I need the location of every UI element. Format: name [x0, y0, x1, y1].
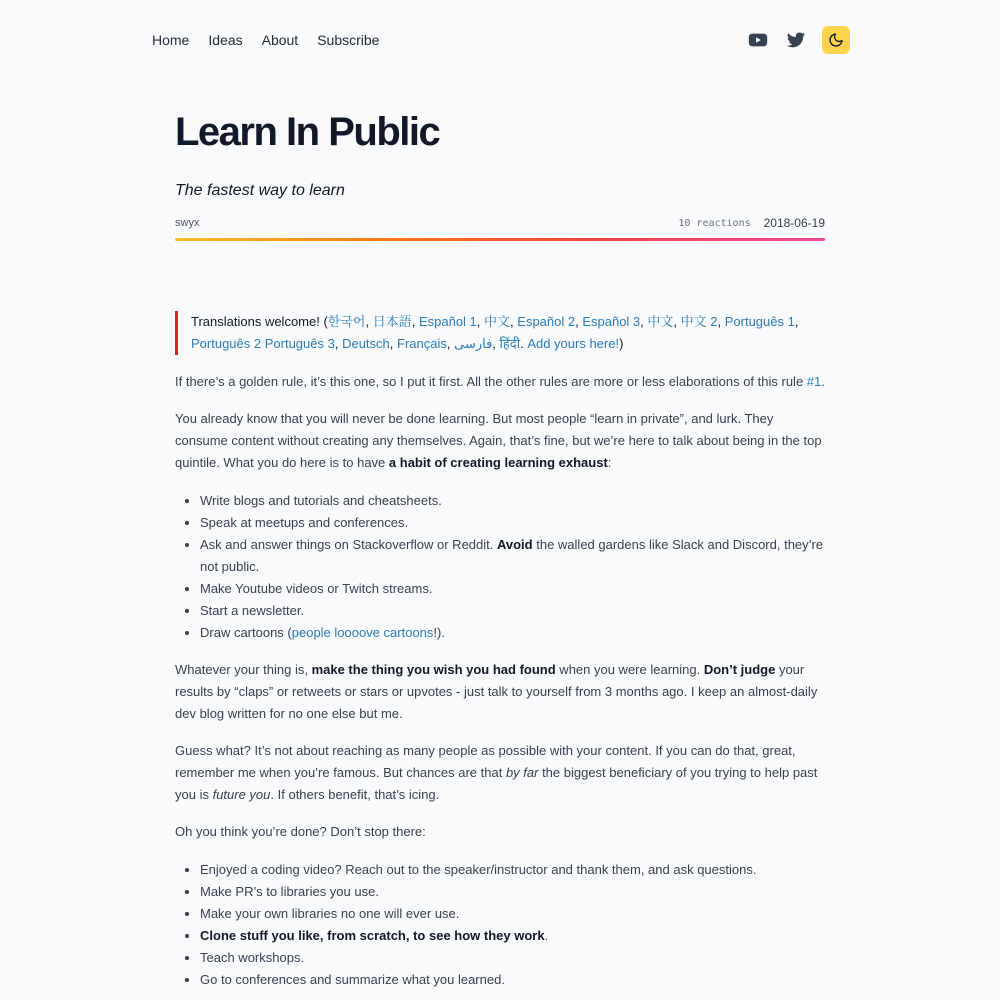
- add-translation-link[interactable]: Add yours here!: [527, 336, 620, 351]
- paragraph-text: Whatever your thing is,: [175, 662, 312, 677]
- paragraph-make-the-thing: [175, 659, 825, 725]
- list-item: • Start a newsletter.: [200, 600, 825, 622]
- bold-phrase: Avoid: [496, 537, 533, 552]
- nav-home[interactable]: Home: [152, 32, 190, 48]
- list-item: • Write blogs and tutorials and cheatsheets.: [200, 490, 825, 512]
- translation-link[interactable]: हिंदी: [499, 336, 521, 351]
- paragraph-dont-stop: Oh you think you’re done? Don’t stop there:: [175, 824, 426, 839]
- page-subtitle: The fastest way to learn: [175, 182, 345, 199]
- item-text: the walled gardens like Slack and Discord, they’re not public.: [200, 537, 824, 574]
- translations-suffix: ): [619, 336, 624, 351]
- moon-icon: [828, 32, 844, 48]
- exhaust-list: [175, 490, 825, 644]
- translation-link[interactable]: Português 2: [191, 336, 262, 351]
- translation-link[interactable]: 한국어: [327, 314, 366, 329]
- paragraph-text: Guess what? It’s not about reaching as many people as possible with your content. If you can do that, great, remember me when you’re famous. But chances are that: [175, 743, 796, 780]
- nav-links: [152, 32, 379, 48]
- article-body: [175, 311, 825, 991]
- top-nav: [152, 24, 850, 56]
- bold-phrase: Clone stuff you like, from scratch, to see how they work: [200, 928, 545, 943]
- item-text: !).: [433, 625, 445, 640]
- list-item: • Go to conferences and summarize what you learned.: [200, 969, 825, 991]
- bold-phrase: make the thing you wish you had found: [311, 662, 556, 677]
- article-meta: [175, 216, 825, 230]
- translation-link[interactable]: Español 1: [418, 314, 477, 329]
- paragraph-text: . If others benefit, that’s icing.: [270, 787, 440, 802]
- bold-phrase: Don’t judge: [703, 662, 776, 677]
- translations-callout: Translations welcome! (한국어, 日本語, Español 1, 中文, Español 2, Español 3, 中文, 中文 2, Português 1, Português 2 Português 3, Deutsch, Français, فارسی, हिंदी. Add yours here!): [175, 311, 825, 355]
- youtube-icon[interactable]: [746, 28, 770, 52]
- nav-subscribe[interactable]: Subscribe: [317, 32, 380, 48]
- list-item: • Speak at meetups and conferences.: [200, 512, 825, 534]
- list-item: • Make PR’s to libraries you use.: [200, 881, 825, 903]
- translation-link[interactable]: Español 3: [582, 314, 641, 329]
- more-list: [175, 859, 825, 991]
- nav-ideas[interactable]: Ideas: [208, 32, 243, 48]
- reactions-count[interactable]: 10 reactions: [678, 217, 751, 229]
- nav-icons: [746, 26, 850, 54]
- item-text: Ask and answer things on Stackoverflow or Reddit.: [200, 537, 497, 552]
- paragraph-text: when you were learning.: [555, 662, 704, 677]
- cartoons-link[interactable]: people loooove cartoons: [291, 625, 434, 640]
- translation-link[interactable]: 中文 2: [680, 314, 718, 329]
- list-item: [200, 622, 825, 644]
- twitter-icon[interactable]: [784, 28, 808, 52]
- paragraph-end: .: [821, 374, 825, 389]
- translation-link[interactable]: فارسی: [454, 336, 493, 351]
- list-item: • Enjoyed a coding video? Reach out to the speaker/instructor and thank them, and ask questions.: [200, 859, 825, 881]
- translation-link[interactable]: 中文: [484, 314, 511, 329]
- rule-link[interactable]: #1: [806, 374, 822, 389]
- list-item: [200, 925, 825, 947]
- translation-link[interactable]: Deutsch: [342, 336, 390, 351]
- nav-about[interactable]: About: [261, 32, 299, 48]
- paragraph-golden-rule: [175, 371, 825, 393]
- gradient-divider: [175, 238, 825, 241]
- author: swyx: [175, 217, 200, 229]
- paragraph-text: If there’s a golden rule, it’s this one, so I put it first. All the other rules are more or less elaborations of this rule: [175, 374, 807, 389]
- translation-link[interactable]: Español 2: [517, 314, 576, 329]
- bold-phrase: a habit of creating learning exhaust: [388, 455, 608, 470]
- publish-date: 2018-06-19: [763, 216, 825, 230]
- list-item: • Teach workshops.: [200, 947, 825, 969]
- paragraph-end: :: [607, 455, 612, 470]
- item-text: Draw cartoons (: [200, 625, 292, 640]
- theme-toggle-button[interactable]: [822, 26, 850, 54]
- page-title: Learn In Public: [175, 110, 440, 154]
- translation-link[interactable]: 中文: [647, 314, 674, 329]
- translations-prefix: Translations welcome! (: [191, 314, 328, 329]
- translation-link[interactable]: Português 3: [264, 336, 335, 351]
- emphasis: future you: [212, 787, 271, 802]
- translation-link[interactable]: Français: [397, 336, 447, 351]
- list-item: • Make Youtube videos or Twitch streams.: [200, 578, 825, 600]
- translation-link[interactable]: Português 1: [724, 314, 795, 329]
- list-item: • Make your own libraries no one will ever use.: [200, 903, 825, 925]
- translation-link[interactable]: 日本語: [372, 314, 412, 329]
- paragraph-learning-exhaust: [175, 408, 825, 474]
- paragraph-text: the biggest beneficiary of you trying to help past you is: [175, 765, 818, 802]
- paragraph-text: You already know that you will never be done learning. But most people “learn in private”, and lurk. They consume content without creating any themselves. Again, that’s fine, but we’re here to talk about being in the top quintile. What you do here is to have: [175, 411, 822, 470]
- emphasis: by far: [505, 765, 539, 780]
- paragraph-future-you: [175, 740, 825, 806]
- item-text: .: [544, 928, 549, 943]
- list-item: [200, 534, 825, 578]
- article: [175, 90, 825, 991]
- paragraph-text: your results by “claps” or retweets or stars or upvotes - just talk to yourself from 3 months ago. I keep an almost-daily dev blog written for no one else but me.: [175, 662, 818, 721]
